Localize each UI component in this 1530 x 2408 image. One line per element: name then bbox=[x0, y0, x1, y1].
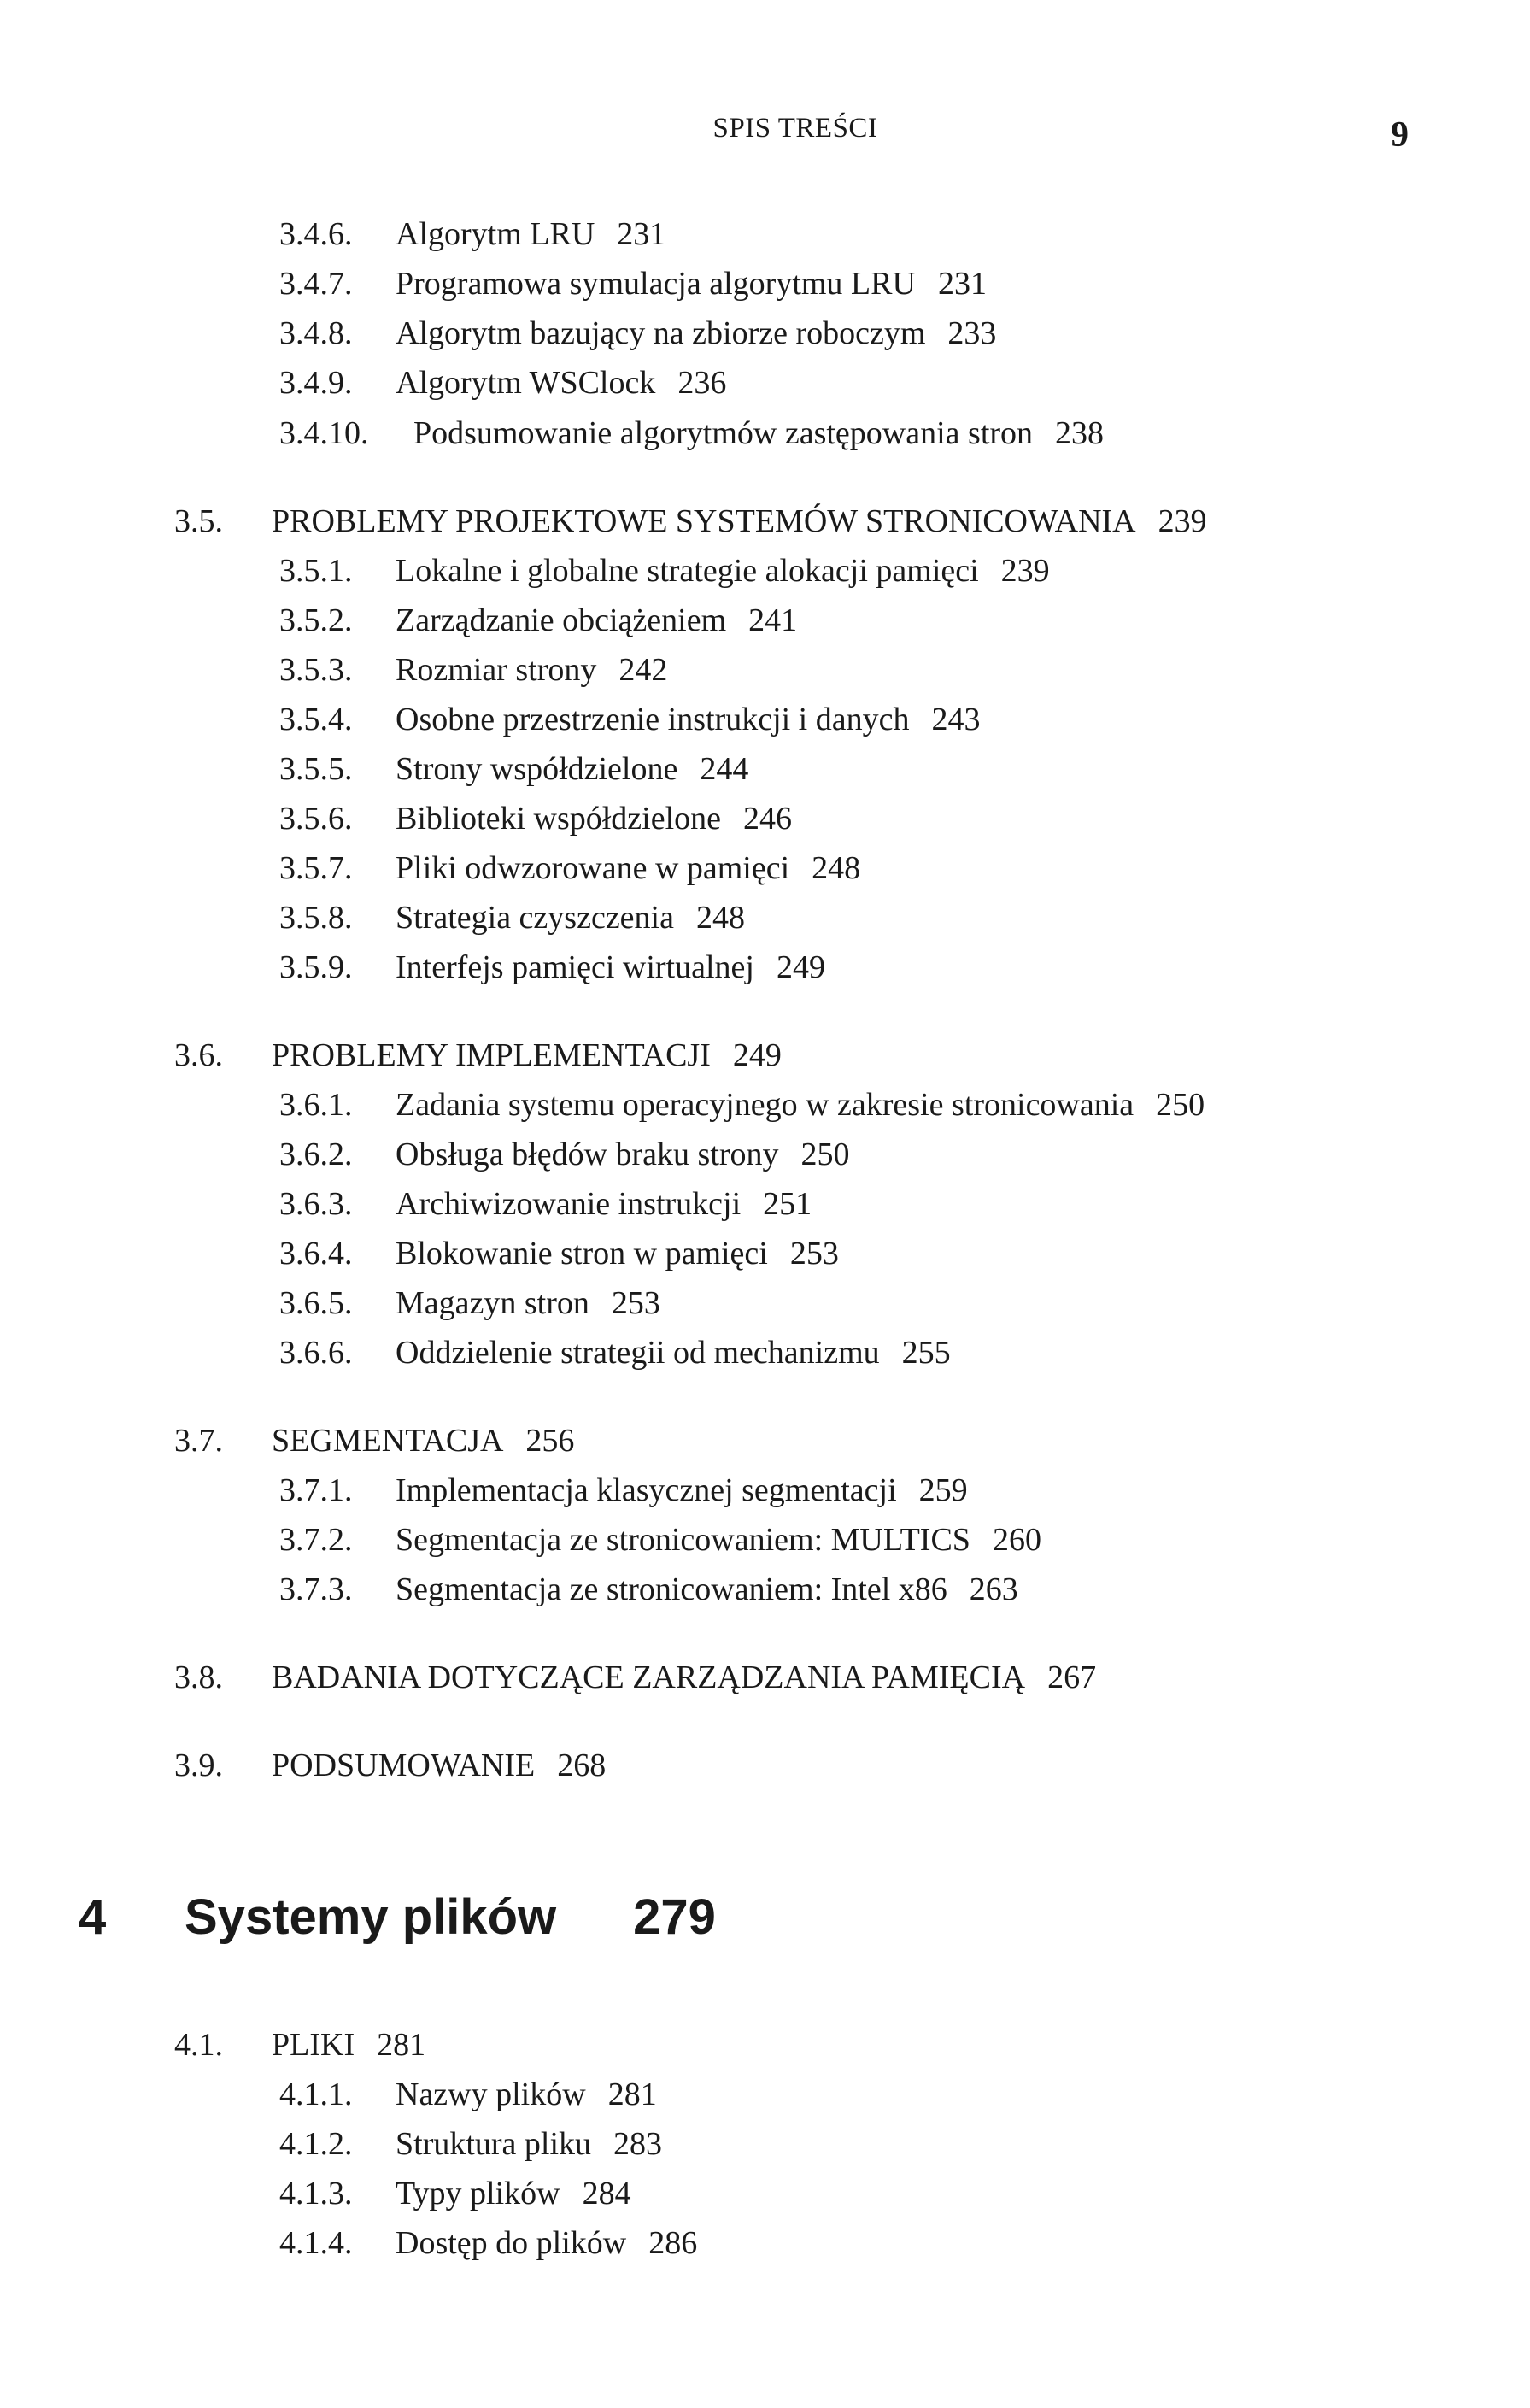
toc-section-title: PROBLEMY PROJEKTOWE SYSTEMÓW STRONICOWANIA bbox=[272, 503, 1136, 539]
toc-entry-page: 239 bbox=[1000, 553, 1050, 589]
toc-entry bbox=[279, 602, 797, 639]
toc-entry-title: Rozmiar strony bbox=[396, 652, 597, 688]
toc-entry-title: Podsumowanie algorytmów zastępowania stron bbox=[413, 415, 1034, 451]
toc-entry-number: 3.4.9. bbox=[279, 365, 353, 401]
toc-entry-number: 3.5.5. bbox=[279, 751, 353, 787]
toc-chapter bbox=[79, 1888, 716, 1946]
toc-entry-title: Magazyn stron bbox=[396, 1285, 589, 1321]
toc-section-number: 4.1. bbox=[174, 2027, 223, 2063]
toc-entry bbox=[279, 1521, 1041, 1559]
toc-entry-number: 4.1.1. bbox=[279, 2076, 353, 2112]
toc-entry-number: 3.4.8. bbox=[279, 315, 353, 351]
toc-entry-page: 255 bbox=[901, 1335, 951, 1371]
toc-entry-page: 238 bbox=[1055, 415, 1105, 451]
toc-entry bbox=[279, 1471, 968, 1509]
toc-section-title: SEGMENTACJA bbox=[272, 1423, 504, 1459]
toc-entry-title: Pliki odwzorowane w pamięci bbox=[396, 850, 790, 886]
toc-entry-number: 3.6.6. bbox=[279, 1335, 353, 1371]
toc-entry-title: Lokalne i globalne strategie alokacji pamięci bbox=[396, 553, 979, 589]
toc-entry-number: 3.4.7. bbox=[279, 266, 353, 302]
toc-entry-page: 246 bbox=[743, 801, 793, 837]
toc-chapter-number: 4 bbox=[79, 1889, 107, 1945]
toc-entry-page: 281 bbox=[607, 2076, 657, 2112]
toc-section-number: 3.8. bbox=[174, 1659, 223, 1695]
toc-section-page: 267 bbox=[1047, 1659, 1097, 1695]
toc-entry-page: 243 bbox=[931, 702, 981, 737]
toc-entry-number: 3.6.5. bbox=[279, 1285, 353, 1321]
toc-entry bbox=[279, 265, 987, 302]
toc-entry-page: 250 bbox=[800, 1136, 850, 1172]
toc-section-title: PODSUMOWANIE bbox=[272, 1747, 536, 1783]
toc-entry bbox=[279, 1284, 660, 1322]
toc-entry-number: 4.1.2. bbox=[279, 2126, 353, 2162]
toc-entry-page: 260 bbox=[992, 1522, 1041, 1558]
toc-entry bbox=[279, 2125, 662, 2163]
toc-entry bbox=[279, 2175, 631, 2212]
toc-entry-title: Dostęp do plików bbox=[396, 2225, 627, 2261]
toc-entry-number: 4.1.3. bbox=[279, 2176, 353, 2211]
toc-entry-number: 3.5.3. bbox=[279, 652, 353, 688]
toc-entry bbox=[279, 1185, 812, 1223]
toc-entry-page: 248 bbox=[695, 900, 745, 936]
toc-entry bbox=[279, 701, 980, 738]
toc-chapter-page: 279 bbox=[633, 1889, 716, 1945]
toc-entry-page: 259 bbox=[918, 1472, 968, 1508]
toc-entry bbox=[279, 1086, 1205, 1124]
toc-entry-title: Implementacja klasycznej segmentacji bbox=[396, 1472, 897, 1508]
toc-entry-page: 286 bbox=[648, 2225, 698, 2261]
toc-entry bbox=[279, 552, 1050, 590]
toc-chapter-title: Systemy plików bbox=[185, 1889, 557, 1945]
toc-section-title: PLIKI bbox=[272, 2027, 355, 2063]
toc-entry-number: 3.6.2. bbox=[279, 1136, 353, 1172]
toc-entry bbox=[279, 899, 745, 937]
toc-section-title: PROBLEMY IMPLEMENTACJI bbox=[272, 1037, 711, 1073]
toc-entry bbox=[279, 800, 792, 837]
toc-entry bbox=[279, 2224, 697, 2262]
toc-entry-title: Strony współdzielone bbox=[396, 751, 678, 787]
toc-entry bbox=[279, 1235, 839, 1272]
toc-entry-page: 250 bbox=[1156, 1087, 1205, 1123]
toc-entry bbox=[279, 651, 667, 689]
toc-entry-title: Zarządzanie obciążeniem bbox=[396, 602, 727, 638]
running-header: SPIS TREŚCI bbox=[712, 113, 878, 144]
toc-entry-title: Archiwizowanie instrukcji bbox=[396, 1186, 742, 1222]
toc-entry-page: 244 bbox=[700, 751, 749, 787]
toc-section-number: 3.5. bbox=[174, 503, 223, 539]
toc-entry-page: 236 bbox=[677, 365, 727, 401]
toc-entry-number: 3.4.6. bbox=[279, 216, 353, 252]
toc-entry-title: Typy plików bbox=[396, 2176, 560, 2211]
toc-entry-number: 3.6.4. bbox=[279, 1236, 353, 1272]
toc-entry bbox=[279, 364, 726, 402]
toc-section-number: 3.6. bbox=[174, 1037, 223, 1073]
toc-entry-number: 3.7.1. bbox=[279, 1472, 353, 1508]
toc-entry-title: Algorytm LRU bbox=[396, 216, 595, 252]
toc-entry-number: 3.5.9. bbox=[279, 949, 353, 985]
toc-section bbox=[174, 2026, 425, 2064]
toc-entry-page: 253 bbox=[611, 1285, 660, 1321]
toc-entry-number: 3.5.8. bbox=[279, 900, 353, 936]
toc-entry bbox=[279, 949, 825, 986]
toc-section-number: 3.9. bbox=[174, 1747, 223, 1783]
toc-entry-page: 284 bbox=[582, 2176, 631, 2211]
toc-section-page: 281 bbox=[377, 2027, 426, 2063]
toc-entry-page: 233 bbox=[947, 315, 997, 351]
toc-section bbox=[174, 1747, 606, 1784]
toc-entry bbox=[279, 1571, 1018, 1608]
toc-section-page: 239 bbox=[1158, 503, 1207, 539]
toc-entry-title: Zadania systemu operacyjnego w zakresie stronicowania bbox=[396, 1087, 1134, 1123]
toc-entry-title: Nazwy plików bbox=[396, 2076, 586, 2112]
toc-entry-page: 249 bbox=[776, 949, 825, 985]
toc-entry-page: 248 bbox=[812, 850, 861, 886]
toc-section-page: 268 bbox=[557, 1747, 607, 1783]
toc-entry bbox=[279, 750, 748, 788]
toc-entry-number: 3.5.4. bbox=[279, 702, 353, 737]
toc-entry-title: Algorytm WSClock bbox=[396, 365, 656, 401]
toc-entry-page: 253 bbox=[789, 1236, 839, 1272]
toc-entry-number: 3.4.10. bbox=[279, 415, 369, 451]
toc-entry-number: 3.5.2. bbox=[279, 602, 353, 638]
toc-entry-page: 241 bbox=[748, 602, 798, 638]
toc-section bbox=[174, 1037, 782, 1074]
toc-section-number: 3.7. bbox=[174, 1423, 223, 1459]
toc-section bbox=[174, 1422, 574, 1459]
toc-entry-number: 4.1.4. bbox=[279, 2225, 353, 2261]
toc-entry bbox=[279, 1136, 850, 1173]
toc-section bbox=[174, 502, 1207, 540]
toc-entry bbox=[279, 849, 860, 887]
toc-entry-number: 3.6.1. bbox=[279, 1087, 353, 1123]
toc-entry bbox=[279, 1334, 951, 1371]
toc-section bbox=[174, 1659, 1096, 1696]
toc-entry-title: Strategia czyszczenia bbox=[396, 900, 674, 936]
toc-entry-page: 263 bbox=[969, 1571, 1018, 1607]
toc-entry-title: Segmentacja ze stronicowaniem: MULTICS bbox=[396, 1522, 970, 1558]
toc-entry-title: Osobne przestrzenie instrukcji i danych bbox=[396, 702, 910, 737]
toc-entry-title: Struktura pliku bbox=[396, 2126, 592, 2162]
toc-entry bbox=[279, 314, 996, 352]
toc-section-title: BADANIA DOTYCZĄCE ZARZĄDZANIA PAMIĘCIĄ bbox=[272, 1659, 1026, 1695]
toc-entry-page: 251 bbox=[763, 1186, 812, 1222]
toc-entry-page: 231 bbox=[937, 266, 987, 302]
toc-entry bbox=[279, 414, 1104, 452]
toc-entry-number: 3.7.2. bbox=[279, 1522, 353, 1558]
toc-section-page: 249 bbox=[732, 1037, 782, 1073]
toc-entry-number: 3.5.7. bbox=[279, 850, 353, 886]
toc-entry-page: 242 bbox=[618, 652, 668, 688]
page-number: 9 bbox=[1391, 115, 1409, 155]
toc-entry-title: Biblioteki współdzielone bbox=[396, 801, 722, 837]
toc-entry-number: 3.7.3. bbox=[279, 1571, 353, 1607]
toc-entry-number: 3.5.6. bbox=[279, 801, 353, 837]
toc-entry-page: 231 bbox=[617, 216, 666, 252]
toc-entry bbox=[279, 2076, 657, 2113]
toc-entry-title: Programowa symulacja algorytmu LRU bbox=[396, 266, 916, 302]
toc-entry bbox=[279, 215, 665, 253]
toc-entry-title: Interfejs pamięci wirtualnej bbox=[396, 949, 754, 985]
toc-entry-title: Algorytm bazujący na zbiorze roboczym bbox=[396, 315, 926, 351]
toc-entry-number: 3.5.1. bbox=[279, 553, 353, 589]
toc-entry-title: Blokowanie stron w pamięci bbox=[396, 1236, 768, 1272]
toc-entry-number: 3.6.3. bbox=[279, 1186, 353, 1222]
toc-entry-title: Segmentacja ze stronicowaniem: Intel x86 bbox=[396, 1571, 947, 1607]
toc-entry-page: 283 bbox=[613, 2126, 663, 2162]
toc-section-page: 256 bbox=[525, 1423, 575, 1459]
toc-entry-title: Oddzielenie strategii od mechanizmu bbox=[396, 1335, 880, 1371]
toc-entry-title: Obsługa błędów braku strony bbox=[396, 1136, 779, 1172]
